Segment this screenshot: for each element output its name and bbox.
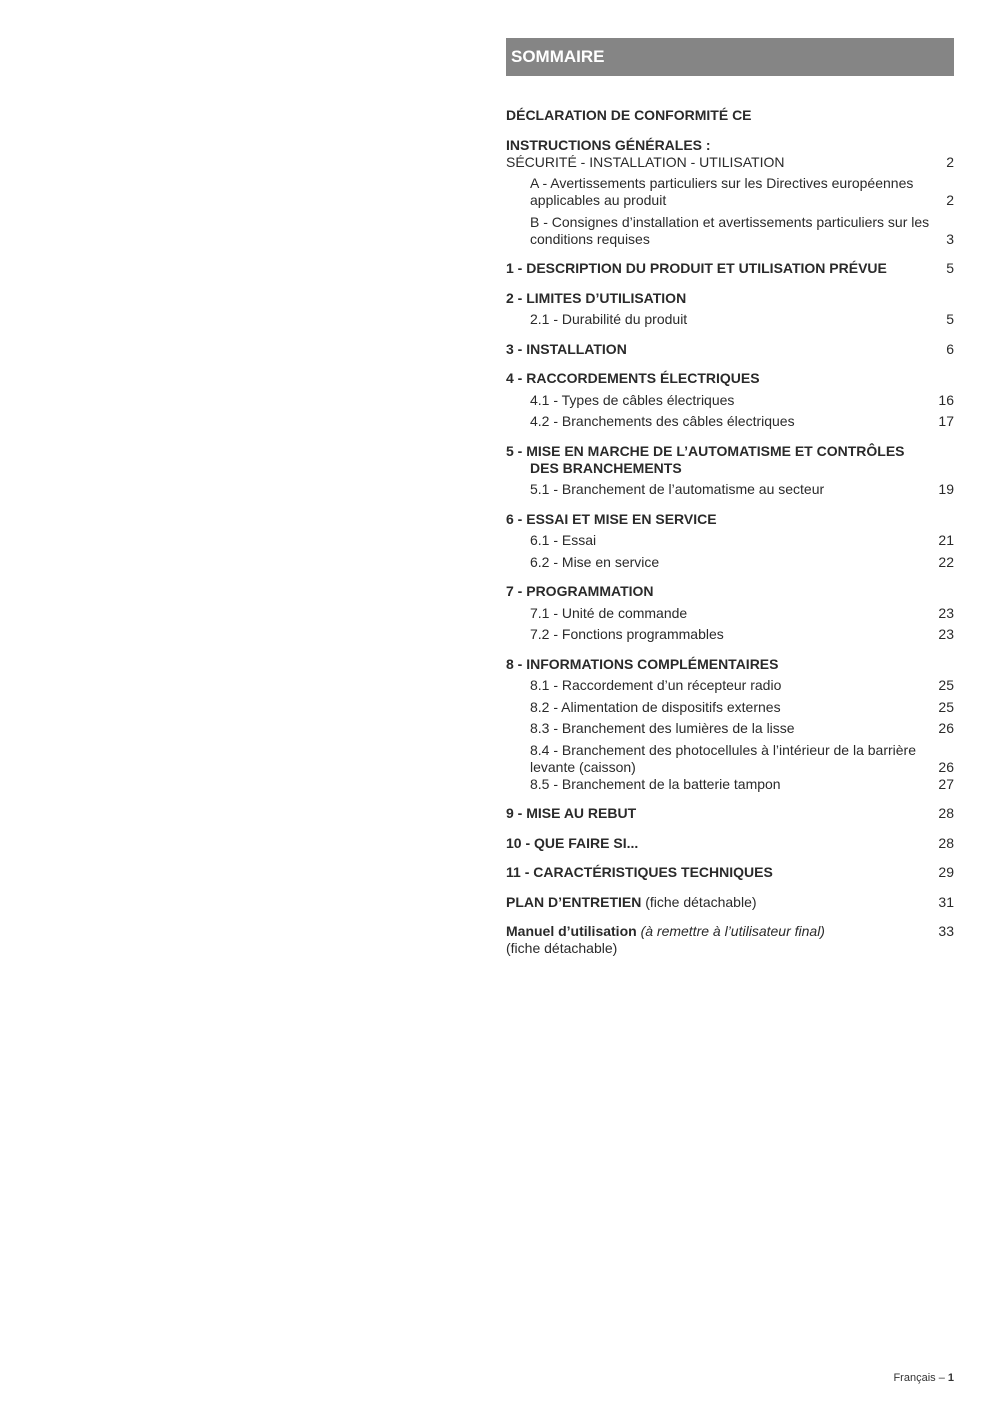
toc-note: (fiche détachable) xyxy=(506,940,618,956)
page-number: 28 xyxy=(938,805,954,821)
toc-heading: 8 - INFORMATIONS COMPLÉMENTAIRES xyxy=(506,655,779,672)
toc-section-10 xyxy=(506,835,954,852)
page-number: 6 xyxy=(946,340,954,357)
page-number: 5 xyxy=(946,311,954,327)
toc-item xyxy=(506,699,954,716)
toc-section-declaration xyxy=(506,107,954,124)
toc-heading: DÉCLARATION DE CONFORMITÉ CE xyxy=(506,107,752,123)
toc-note: (fiche détachable) xyxy=(645,893,757,910)
page-number: 5 xyxy=(946,260,954,276)
page-number: 26 xyxy=(938,720,954,736)
page-footer xyxy=(893,1372,954,1384)
toc-item-label: 4.2 - Branchements des câbles électriques xyxy=(530,413,795,429)
toc-item-label: A - Avertissements particuliers sur les Directives européennes applicables au produit xyxy=(530,175,914,208)
toc-section-6 xyxy=(506,511,954,571)
footer-page-number: 1 xyxy=(947,1372,954,1384)
toc-heading: 10 - QUE FAIRE SI... xyxy=(506,834,639,851)
toc-item xyxy=(506,532,954,549)
page-number: 28 xyxy=(938,834,954,851)
toc-section-7 xyxy=(506,583,954,643)
toc-heading: INSTRUCTIONS GÉNÉRALES : xyxy=(506,136,711,153)
toc-section-8 xyxy=(506,656,954,793)
page-number: 3 xyxy=(946,230,954,247)
toc-section-plan xyxy=(506,894,954,911)
toc-item xyxy=(506,626,954,643)
toc-section-3 xyxy=(506,341,954,358)
toc-item-label: 6.2 - Mise en service xyxy=(530,553,660,570)
toc-item-label: 2.1 - Durabilité du produit xyxy=(530,311,688,327)
toc-section-5 xyxy=(506,443,954,499)
page-number: 2 xyxy=(946,192,954,208)
toc-heading: 11 - CARACTÉRISTIQUES TECHNIQUES xyxy=(506,864,773,880)
toc-item xyxy=(506,605,954,622)
toc-heading-continued: DES BRANCHEMENTS xyxy=(530,459,682,476)
toc-section-9 xyxy=(506,805,954,822)
toc-heading: 3 - INSTALLATION xyxy=(506,340,627,357)
toc-heading: PLAN D’ENTRETIEN xyxy=(506,893,642,910)
toc-item-label: 8.3 - Branchement des lumières de la lisse xyxy=(530,720,795,736)
toc-note-italic: (à remettre à l’utilisateur final) xyxy=(640,923,825,939)
page-number: 17 xyxy=(938,413,954,429)
toc-heading: 1 - DESCRIPTION DU PRODUIT ET UTILISATION PRÉVUE xyxy=(506,260,887,276)
toc-item xyxy=(506,311,954,328)
toc-item xyxy=(506,214,954,248)
toc-item xyxy=(506,413,954,430)
footer-language: Français – xyxy=(893,1372,945,1384)
toc-item xyxy=(506,677,954,694)
toc-heading: 2 - LIMITES D’UTILISATION xyxy=(506,289,687,306)
toc-item-label: 6.1 - Essai xyxy=(530,532,597,548)
page-number: 21 xyxy=(938,532,954,548)
toc-item-label: 5.1 - Branchement de l’automatisme au secteur xyxy=(530,481,825,497)
toc-item-label: 4.1 - Types de câbles électriques xyxy=(530,391,735,408)
toc-line: SÉCURITÉ - INSTALLATION - UTILISATION xyxy=(506,153,785,170)
toc-section-4 xyxy=(506,370,954,430)
toc-heading: 9 - MISE AU REBUT xyxy=(506,805,637,821)
page-number: 33 xyxy=(938,923,954,939)
table-of-contents xyxy=(506,38,954,970)
page-number: 23 xyxy=(938,604,954,621)
toc-heading: 7 - PROGRAMMATION xyxy=(506,583,654,599)
page-number: 16 xyxy=(938,391,954,408)
toc-item-label: 8.4 - Branchement des photocellules à l’intérieur de la barrière levante (caisson) xyxy=(530,741,916,775)
toc-item-label: 8.5 - Branchement de la batterie tampon xyxy=(530,775,781,792)
toc-heading: 5 - MISE EN MARCHE DE L’AUTOMATISME ET CONTRÔLES xyxy=(506,442,905,459)
toc-item-label: 8.1 - Raccordement d’un récepteur radio xyxy=(530,677,782,693)
page-number: 25 xyxy=(938,677,954,693)
page-number: 22 xyxy=(938,553,954,570)
toc-item-label: B - Consignes d’installation et avertissements particuliers sur les conditions requises xyxy=(530,213,930,247)
toc-section-2 xyxy=(506,290,954,329)
toc-item xyxy=(506,776,954,793)
page-number: 29 xyxy=(938,864,954,880)
toc-item-label: 7.1 - Unité de commande xyxy=(530,604,688,621)
page-number: 23 xyxy=(938,626,954,642)
page-number: 2 xyxy=(946,153,954,170)
toc-heading: 6 - ESSAI ET MISE EN SERVICE xyxy=(506,510,717,527)
toc-item xyxy=(506,392,954,409)
toc-section-1 xyxy=(506,260,954,277)
toc-heading: Manuel d’utilisation xyxy=(506,923,637,939)
page-number: 27 xyxy=(938,775,954,792)
toc-section-manual xyxy=(506,923,954,957)
toc-item-label: 8.2 - Alimentation de dispositifs externes xyxy=(530,698,781,715)
page-number: 25 xyxy=(938,698,954,715)
toc-item xyxy=(506,742,954,776)
page-number: 26 xyxy=(938,758,954,775)
toc-item xyxy=(506,481,954,498)
toc-title: SOMMAIRE xyxy=(506,38,954,76)
page-number: 31 xyxy=(938,893,954,910)
toc-section-general xyxy=(506,137,954,248)
toc-section-11 xyxy=(506,864,954,881)
toc-item xyxy=(506,554,954,571)
toc-item xyxy=(506,175,954,209)
toc-heading: 4 - RACCORDEMENTS ÉLECTRIQUES xyxy=(506,370,760,386)
page-number: 19 xyxy=(938,481,954,497)
toc-item-label: 7.2 - Fonctions programmables xyxy=(530,626,724,642)
toc-item xyxy=(506,720,954,737)
